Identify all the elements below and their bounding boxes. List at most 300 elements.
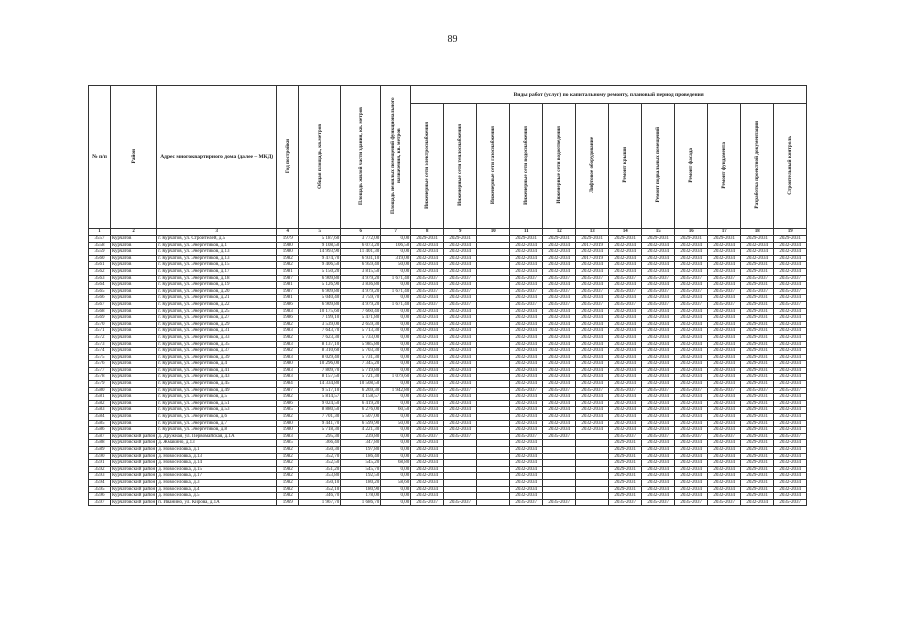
table-cell: 2032-2034 — [675, 479, 708, 486]
table-cell: 2029-2031 — [411, 236, 444, 243]
column-number: 2 — [111, 229, 157, 236]
table-cell: 2032-2034 — [708, 315, 741, 322]
table-cell — [477, 361, 510, 368]
table-cell: 2029-2031 — [609, 440, 642, 447]
table-cell: 2032-2034 — [609, 308, 642, 315]
table-cell: 2035-2037 — [510, 499, 543, 506]
table-cell: 2035-2037 — [510, 275, 543, 282]
table-cell: 5 719,80 — [341, 367, 381, 374]
table-cell: 1 967,70 — [299, 499, 341, 506]
table-cell: 3595 — [89, 486, 111, 493]
table-cell: 2032-2034 — [543, 427, 576, 434]
table-cell: 2032-2034 — [708, 328, 741, 335]
table-cell: 2035-2037 — [411, 387, 444, 394]
table-cell: 1983 — [277, 367, 299, 374]
table-cell: 60,50 — [381, 407, 411, 414]
table-cell: 0,00 — [381, 308, 411, 315]
table-cell: 0,00 — [381, 427, 411, 434]
table-cell: 2032-2034 — [708, 447, 741, 454]
table-cell: 2032-2034 — [642, 308, 675, 315]
table-cell: 2035-2037 — [444, 288, 477, 295]
table-cell: 2035-2037 — [675, 275, 708, 282]
table-cell: 2032-2034 — [708, 367, 741, 374]
table-cell: 2032-2034 — [411, 440, 444, 447]
table-cell: 2032-2034 — [642, 479, 675, 486]
table-cell: Курчатов — [111, 242, 157, 249]
table-cell: Курчатов — [111, 249, 157, 256]
table-cell: 2032-2034 — [609, 394, 642, 401]
table-cell: 1982 — [277, 453, 299, 460]
table-cell: 5 150,20 — [299, 268, 341, 275]
table-cell — [477, 354, 510, 361]
table-row — [89, 242, 807, 249]
table-cell: Курчатов — [111, 282, 157, 289]
table-cell: 2032-2034 — [543, 354, 576, 361]
table-cell: 2029-2031 — [741, 400, 774, 407]
table-cell: 2032-2034 — [675, 381, 708, 388]
header-work-label: Разработка проектной документации — [754, 121, 761, 209]
table-cell: д. Новоселовка, д.17 — [157, 473, 277, 480]
table-cell: 2029-2031 — [741, 374, 774, 381]
table-cell: 2032-2034 — [510, 341, 543, 348]
table-cell — [477, 334, 510, 341]
table-cell: г. Курчатов, ул. Энергетиков, д.13 — [157, 255, 277, 262]
table-cell: 2032-2034 — [708, 268, 741, 275]
table-cell: 2032-2034 — [510, 473, 543, 480]
table-cell: 2032-2034 — [642, 315, 675, 322]
table-cell — [543, 460, 576, 467]
table-cell: 1985 — [277, 440, 299, 447]
table-cell: 2032-2034 — [543, 334, 576, 341]
table-cell: 0,00 — [381, 473, 411, 480]
table-cell: 2032-2034 — [576, 249, 609, 256]
table-cell: 2029-2031 — [741, 414, 774, 421]
table-cell: 2029-2031 — [741, 348, 774, 355]
table-cell — [576, 493, 609, 500]
table-cell: Курчатов — [111, 427, 157, 434]
table-row — [89, 295, 807, 302]
table-cell: 2032-2034 — [510, 400, 543, 407]
table-cell: 3567 — [89, 301, 111, 308]
table-cell: г. Курчатов, ул. Энергетиков, д.5 — [157, 394, 277, 401]
table-cell: 2032-2034 — [510, 348, 543, 355]
column-number: 5 — [299, 229, 341, 236]
table-cell: 2032-2034 — [708, 308, 741, 315]
column-number: 11 — [510, 229, 543, 236]
table-cell: 2029-2031 — [609, 460, 642, 467]
table-cell: 2 659,30 — [341, 321, 381, 328]
table-cell: 2032-2034 — [543, 242, 576, 249]
table-cell: 2032-2034 — [576, 414, 609, 421]
table-cell: г. Курчатов, ул. Энергетиков, д.19 — [157, 282, 277, 289]
table-cell: 3576 — [89, 361, 111, 368]
table-cell: 0,00 — [381, 249, 411, 256]
table-cell: 2029-2031 — [774, 236, 807, 243]
table-cell: 2035-2037 — [642, 301, 675, 308]
table-cell: г. Курчатов, ул. Энергетиков, д.27 — [157, 315, 277, 322]
table-cell — [477, 308, 510, 315]
table-cell — [477, 414, 510, 421]
table-cell: 2032-2034 — [510, 255, 543, 262]
table-cell: 2032-2034 — [642, 328, 675, 335]
table-cell — [477, 282, 510, 289]
table-cell: 2035-2037 — [642, 275, 675, 282]
table-cell: 2032-2034 — [708, 249, 741, 256]
table-cell: 2032-2034 — [510, 374, 543, 381]
table-cell — [477, 499, 510, 506]
column-number: 17 — [708, 229, 741, 236]
table-cell: г. Курчатов, ул. Энергетиков, д.51 — [157, 400, 277, 407]
table-cell — [444, 447, 477, 454]
table-row — [89, 433, 807, 440]
table-cell: 6 959,40 — [341, 262, 381, 269]
table-cell: 2032-2034 — [675, 249, 708, 256]
table-cell: 2032-2034 — [411, 348, 444, 355]
table-cell: 2035-2037 — [774, 275, 807, 282]
table-cell: 2032-2034 — [444, 420, 477, 427]
table-cell: 2029-2031 — [741, 354, 774, 361]
header-work-type — [477, 104, 510, 229]
table-cell: 2032-2034 — [444, 242, 477, 249]
table-cell — [477, 433, 510, 440]
table-cell: 2035-2037 — [576, 301, 609, 308]
table-cell: 2032-2034 — [411, 420, 444, 427]
table-cell: 2032-2034 — [510, 427, 543, 434]
table-cell: 1983 — [277, 354, 299, 361]
table-cell: 0,00 — [381, 321, 411, 328]
table-cell: 50,00 — [381, 262, 411, 269]
table-cell: 1985 — [277, 407, 299, 414]
table-cell: Курчатов — [111, 262, 157, 269]
table-cell: 2035-2037 — [609, 433, 642, 440]
table-cell: 3583 — [89, 407, 111, 414]
table-cell: 2032-2034 — [576, 328, 609, 335]
table-cell — [576, 499, 609, 506]
table-cell: 2032-2034 — [642, 440, 675, 447]
table-cell: 2032-2034 — [774, 321, 807, 328]
table-cell: 2032-2034 — [444, 394, 477, 401]
table-cell: 2029-2031 — [741, 328, 774, 335]
table-cell: 2032-2034 — [708, 262, 741, 269]
table-cell: 1984 — [277, 381, 299, 388]
table-cell: 2032-2034 — [642, 255, 675, 262]
table-cell: 2035-2037 — [444, 387, 477, 394]
table-cell: 68,80 — [381, 460, 411, 467]
table-cell: 0,00 — [381, 361, 411, 368]
column-number: 7 — [381, 229, 411, 236]
table-row — [89, 486, 807, 493]
table-cell: 5 731,30 — [341, 354, 381, 361]
table-cell: 2035-2037 — [741, 387, 774, 394]
table-cell: 2035-2037 — [675, 499, 708, 506]
column-number: 3 — [157, 229, 277, 236]
table-cell: 2032-2034 — [543, 414, 576, 421]
table-cell: д. Жмакино, д.13 — [157, 440, 277, 447]
table-cell: 2032-2034 — [774, 400, 807, 407]
header-work-label: Инженерные сети газоснабжения — [490, 125, 497, 205]
table-cell: 2032-2034 — [642, 268, 675, 275]
table-cell — [477, 236, 510, 243]
table-cell — [576, 473, 609, 480]
table-cell: 2032-2034 — [576, 262, 609, 269]
table-cell: 3579 — [89, 381, 111, 388]
table-cell: Курчатов — [111, 381, 157, 388]
table-cell: 1980 — [277, 242, 299, 249]
table-cell: 1982 — [277, 479, 299, 486]
table-cell: 2032-2034 — [510, 295, 543, 302]
table-cell: 2032-2034 — [543, 374, 576, 381]
table-cell: д. Новоселовка, д.1 — [157, 447, 277, 454]
table-cell: 6 073,20 — [341, 242, 381, 249]
table-cell: 0,00 — [381, 400, 411, 407]
table-cell: 1982 — [277, 321, 299, 328]
table-cell: 2029-2031 — [741, 301, 774, 308]
table-cell: 2032-2034 — [609, 420, 642, 427]
table-cell: 2032-2034 — [675, 453, 708, 460]
table-cell: 4 158,57 — [341, 394, 381, 401]
table-cell — [444, 493, 477, 500]
table-cell: Курчатов — [111, 414, 157, 421]
table-cell: 0,00 — [381, 433, 411, 440]
table-cell: 2032-2034 — [510, 328, 543, 335]
table-cell: Курчатовский район — [112, 440, 156, 446]
column-number: 13 — [576, 229, 609, 236]
table-cell: Курчатовский район — [112, 447, 156, 452]
table-row — [89, 236, 807, 243]
table-cell: 2035-2037 — [444, 499, 477, 506]
table-cell: 2032-2034 — [774, 466, 807, 473]
table-cell: 2035-2037 — [543, 301, 576, 308]
table-cell: 295,30 — [299, 433, 341, 440]
header-work-label: Инженерные сети водоснабжения — [523, 125, 530, 205]
table-cell: 9 441,70 — [299, 420, 341, 427]
table-cell: 7 660,40 — [341, 308, 381, 315]
table-cell: 2032-2034 — [510, 466, 543, 473]
table-cell: 2032-2034 — [411, 321, 444, 328]
table-cell: 2032-2034 — [642, 348, 675, 355]
table-cell: 2032-2034 — [675, 354, 708, 361]
table-cell: 2032-2034 — [510, 453, 543, 460]
table-cell: 2029-2031 — [741, 440, 774, 447]
table-cell: 2032-2034 — [708, 381, 741, 388]
table-cell: 2032-2034 — [411, 249, 444, 256]
table-cell: 6 269,30 — [341, 387, 381, 394]
table-cell — [543, 440, 576, 447]
table-cell: 2032-2034 — [543, 381, 576, 388]
table-cell: 2032-2034 — [675, 460, 708, 467]
table-cell: 2032-2034 — [774, 407, 807, 414]
table-cell: 2032-2034 — [510, 308, 543, 315]
header-work-type — [411, 104, 444, 229]
table-cell: д. Новоселовка, д.14 — [157, 460, 277, 467]
table-cell: 2032-2034 — [708, 414, 741, 421]
header-works-group: Виды работ (услуг) по капитальному ремонту, плановый период проведения — [411, 86, 807, 104]
table-cell: 3560 — [89, 255, 111, 262]
table-cell: 2032-2034 — [444, 354, 477, 361]
table-cell: 2032-2034 — [708, 334, 741, 341]
table-cell: 3586 — [89, 427, 111, 434]
table-row — [89, 275, 807, 282]
table-cell: 2032-2034 — [675, 374, 708, 381]
table-cell: 2032-2034 — [510, 440, 543, 447]
table-cell: г. Курчатов, ул. Энергетиков, д.7 — [157, 420, 277, 427]
table-cell: 0,00 — [381, 414, 411, 421]
table-cell: 353,80 — [299, 473, 341, 480]
table-cell: 2032-2034 — [576, 400, 609, 407]
table-cell: 2032-2034 — [609, 295, 642, 302]
table-cell: 2032-2034 — [675, 493, 708, 500]
table-cell — [576, 453, 609, 460]
table-cell: 2032-2034 — [444, 262, 477, 269]
table-cell: 2032-2034 — [411, 407, 444, 414]
table-cell: Курчатовский район — [112, 466, 156, 472]
table-cell: 3 772,00 — [341, 236, 381, 243]
table-cell: 8 880,50 — [299, 407, 341, 414]
header-work-type — [510, 104, 543, 229]
table-cell — [477, 255, 510, 262]
table-row — [89, 381, 807, 388]
table-cell: 2035-2037 — [774, 387, 807, 394]
table-cell: 178,00 — [341, 493, 381, 500]
table-cell: 2032-2034 — [708, 420, 741, 427]
table-cell: 10 175,60 — [299, 308, 341, 315]
table-cell: 2032-2034 — [411, 447, 444, 454]
table-cell — [477, 374, 510, 381]
table-cell: 3596 — [89, 493, 111, 500]
table-cell: 2032-2034 — [642, 400, 675, 407]
table-cell: 2032-2034 — [444, 249, 477, 256]
table-cell: 2032-2034 — [642, 381, 675, 388]
table-cell: 197,80 — [341, 447, 381, 454]
table-cell — [444, 453, 477, 460]
table-cell: Курчатовский район — [112, 473, 156, 479]
table-cell: 3570 — [89, 321, 111, 328]
table-cell: 2032-2034 — [609, 282, 642, 289]
table-cell — [477, 420, 510, 427]
table-cell: 58,60 — [381, 479, 411, 486]
table-row — [89, 334, 807, 341]
table-cell: Курчатов — [111, 308, 157, 315]
table-cell: 5 040,40 — [299, 295, 341, 302]
table-cell: 2029-2031 — [741, 479, 774, 486]
table-cell: 2032-2034 — [444, 400, 477, 407]
table-cell: 2032-2034 — [510, 493, 543, 500]
table-cell: 2032-2034 — [642, 466, 675, 473]
table-cell — [576, 486, 609, 493]
table-row — [89, 255, 807, 262]
table-cell — [543, 493, 576, 500]
table-cell: 2035-2037 — [411, 301, 444, 308]
table-cell: 1982 — [277, 493, 299, 500]
table-cell: 2032-2034 — [774, 268, 807, 275]
table-cell — [477, 460, 510, 467]
table-cell — [477, 242, 510, 249]
table-cell: 2032-2034 — [543, 361, 576, 368]
table-cell: 11 401,30 — [341, 249, 381, 256]
table-cell: 351,20 — [299, 466, 341, 473]
table-cell: 2032-2034 — [510, 354, 543, 361]
table-cell: 1 942,80 — [381, 387, 411, 394]
table-cell: 2032-2034 — [411, 308, 444, 315]
table-cell: 2032-2034 — [444, 361, 477, 368]
table-cell: 2032-2034 — [411, 361, 444, 368]
table-cell: 2032-2034 — [774, 420, 807, 427]
table-cell: 3584 — [89, 414, 111, 421]
table-cell: 2032-2034 — [741, 255, 774, 262]
table-cell: 2032-2034 — [642, 453, 675, 460]
table-cell: 3573 — [89, 341, 111, 348]
table-cell: г. Курчатов, ул. Энергетиков, д.21 — [157, 295, 277, 302]
table-cell: 2032-2034 — [444, 255, 477, 262]
table-cell: 545,20 — [341, 460, 381, 467]
table-cell — [477, 493, 510, 500]
table-cell: 0,00 — [381, 381, 411, 388]
column-number: 14 — [609, 229, 642, 236]
header-work-label: Инженерные сети теплоснабжения — [457, 124, 464, 206]
table-row — [89, 440, 807, 447]
table-cell — [477, 407, 510, 414]
table-cell: 2032-2034 — [642, 249, 675, 256]
header-work-label: Инженерные сети электроснабжения — [424, 121, 431, 209]
table-cell: 2032-2034 — [774, 295, 807, 302]
table-cell: 0,00 — [381, 493, 411, 500]
table-cell: 0,00 — [381, 486, 411, 493]
table-cell: 2032-2034 — [642, 486, 675, 493]
table-cell: 2032-2034 — [675, 328, 708, 335]
table-cell: 2029-2031 — [510, 236, 543, 243]
table-cell: 1987 — [277, 288, 299, 295]
table-cell: 1982 — [277, 262, 299, 269]
table-cell: 2032-2034 — [774, 282, 807, 289]
table-cell: 2032-2034 — [774, 262, 807, 269]
table-cell: 2032-2034 — [576, 427, 609, 434]
table-cell: 2029-2031 — [741, 453, 774, 460]
column-number: 1 — [89, 229, 111, 236]
table-row — [89, 268, 807, 275]
table-row — [89, 414, 807, 421]
table-cell: 2035-2037 — [708, 275, 741, 282]
table-cell: 1982 — [277, 394, 299, 401]
table-cell: 2032-2034 — [675, 420, 708, 427]
table-cell: 1982 — [277, 466, 299, 473]
table-cell: 2035-2037 — [642, 288, 675, 295]
table-cell: г. Курчатов, ул. Энергетиков, д.45 — [157, 381, 277, 388]
table-cell: 2032-2034 — [642, 321, 675, 328]
table-cell — [576, 440, 609, 447]
table-cell: 2032-2034 — [510, 321, 543, 328]
table-cell: 2032-2034 — [609, 249, 642, 256]
column-number: 19 — [774, 229, 807, 236]
table-cell: 2032-2034 — [642, 361, 675, 368]
table-cell: 2029-2031 — [741, 381, 774, 388]
table-cell: 6 909,80 — [299, 288, 341, 295]
table-cell — [477, 466, 510, 473]
table-cell — [477, 479, 510, 486]
table-cell: 1983 — [277, 374, 299, 381]
table-cell: 0,00 — [381, 282, 411, 289]
table-cell: Курчатов — [111, 315, 157, 322]
table-cell: 3562 — [89, 268, 111, 275]
table-cell: 2035-2037 — [444, 301, 477, 308]
table-row — [89, 315, 807, 322]
table-cell: 2035-2037 — [708, 387, 741, 394]
table-cell: 2032-2034 — [444, 414, 477, 421]
table-cell: 2029-2031 — [741, 321, 774, 328]
table-cell: 5 187,60 — [299, 236, 341, 243]
table-cell: д. Новоселовка, д.5 — [157, 493, 277, 500]
table-cell: 2032-2034 — [642, 447, 675, 454]
table-cell — [477, 394, 510, 401]
